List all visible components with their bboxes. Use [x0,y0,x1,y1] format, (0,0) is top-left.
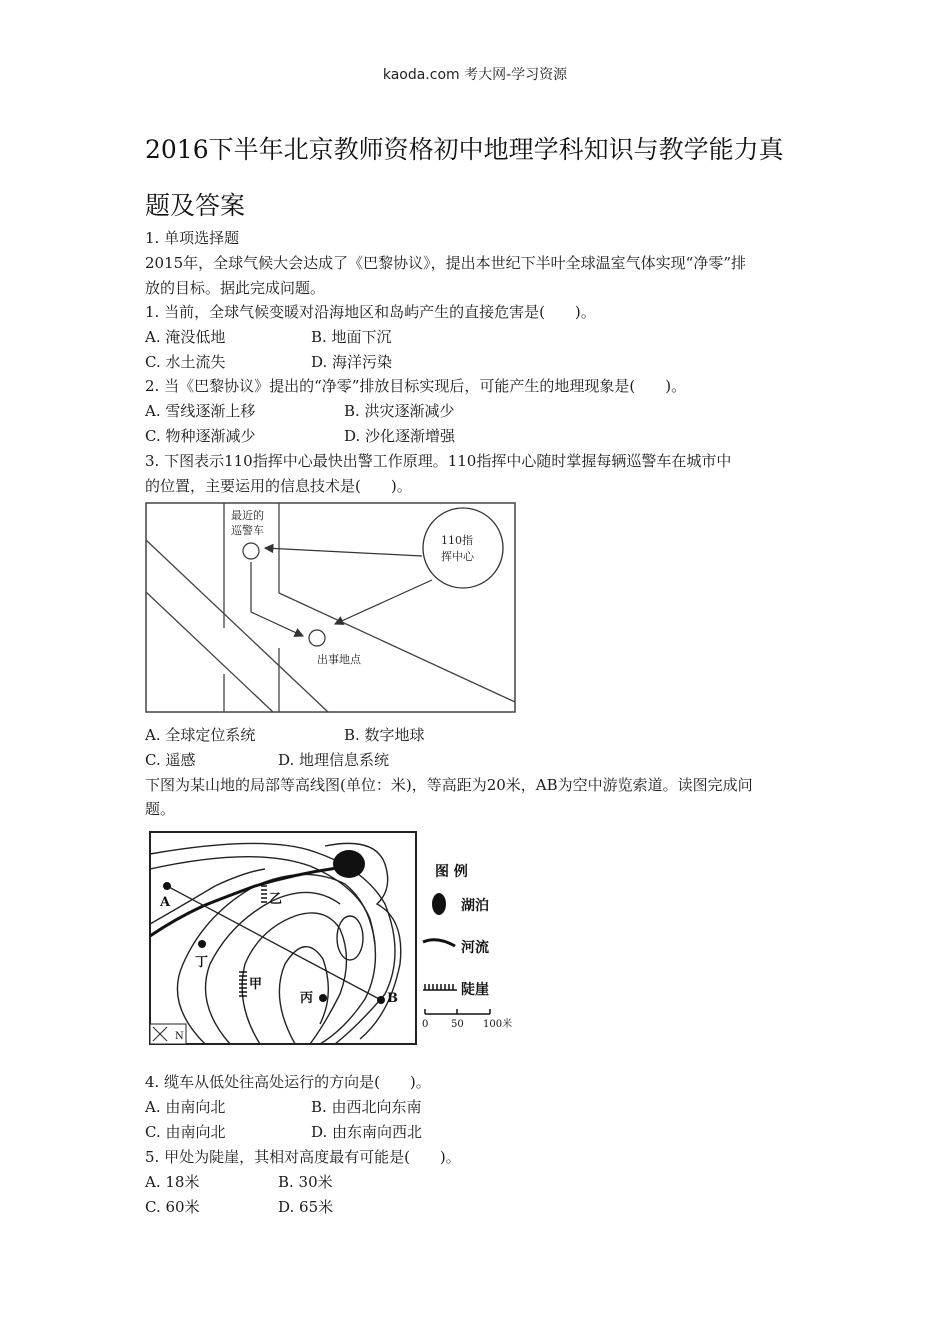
label-ding: 丁 [195,955,209,970]
title-line-1: 2016下半年北京教师资格初中地理学科知识与教学能力真 [145,135,784,164]
point-a-marker [163,882,171,890]
q5-option-d: D. 65米 [278,1198,334,1216]
legend-cliff-icon [423,984,457,990]
q2-option-d: D. 沙化逐渐增强 [344,427,456,445]
incident-label: 出事地点 [317,653,361,666]
intro-text-1: 2015年，全球气候大会达成了《巴黎协议》，提出本世纪下半叶全球温室气体实现“净零”排 [145,254,747,272]
q3-option-a: A. 全球定位系统 [145,726,256,744]
section-heading: 1. 单项选择题 [145,229,240,247]
label-a: A [160,895,171,910]
q1-option-a: A. 淹没低地 [145,328,226,346]
q4-option-a: A. 由南向北 [145,1098,226,1116]
label-b: B [387,991,398,1006]
q3-stem-2: 的位置，主要运用的信息技术是( )。 [145,477,412,495]
q5-stem: 5. 甲处为陡崖，其相对高度最有可能是( )。 [145,1148,461,1166]
scale-100: 100米 [483,1019,513,1030]
point-ding-marker [198,940,206,948]
q4-stem: 4. 缆车从低处往高处运行的方向是( )。 [145,1073,431,1091]
scale-50: 50 [451,1019,464,1030]
q4-option-d: D. 由东南向西北 [311,1123,423,1141]
lake-shape [333,850,365,878]
center-label-1: 110指 [441,534,473,547]
q1-option-c: C. 水土流失 [145,353,226,371]
q5-option-c: C. 60米 [145,1198,200,1216]
incident-marker [309,630,325,646]
q1-option-d: D. 海洋污染 [311,353,393,371]
page-header: kaoda.com 考大网-学习资源 [382,67,568,83]
q2-option-c: C. 物种逐渐减少 [145,427,256,445]
q4-option-b: B. 由西北向东南 [311,1098,422,1116]
intro-text-2: 放的目标。据此完成问题。 [145,279,326,297]
q1-option-b: B. 地面下沉 [311,328,392,346]
label-jia: 甲 [249,977,263,992]
q3-stem-1: 3. 下图表示110指挥中心最快出警工作原理。110指挥中心随时掌握每辆巡警车在城市中 [145,452,732,470]
page-title [145,122,825,234]
label-bing: 丙 [300,991,314,1006]
q5-option-a: A. 18米 [145,1173,200,1191]
q2-option-b: B. 洪灾逐渐减少 [344,402,455,420]
q3-option-c: C. 遥感 [145,751,196,769]
title-line-2: 题及答案 [145,191,246,220]
patrol-label-1: 最近的 [231,509,264,522]
q1-stem: 1. 当前，全球气候变暖对沿海地区和岛屿产生的直接危害是( )。 [145,303,596,321]
command-center-circle [423,508,503,588]
patrol-label-2: 巡警车 [231,524,264,537]
contour-map-figure [145,824,525,1046]
q3-option-b: B. 数字地球 [344,726,425,744]
point-bing-marker [319,994,327,1002]
legend-river-label: 河流 [461,940,489,956]
intro3-text-2: 题。 [145,800,176,818]
legend-river-icon [423,940,455,946]
police-dispatch-figure [145,502,517,714]
q3-option-d: D. 地理信息系统 [278,751,390,769]
q2-stem: 2. 当《巴黎协议》提出的“净零”排放目标实现后，可能产生的地理现象是( )。 [145,377,687,395]
legend-lake-icon [432,893,446,915]
q4-option-c: C. 由南向北 [145,1123,226,1141]
point-b-marker [377,996,385,1004]
scale-0: 0 [422,1019,429,1030]
patrol-car-marker [243,543,259,559]
north-label: N [175,1031,184,1042]
q5-option-b: B. 30米 [278,1173,333,1191]
legend-cliff-label: 陡崖 [461,982,489,998]
intro3-text-1: 下图为某山地的局部等高线图(单位：米)，等高距为20米，AB为空中游览索道。读图完成问 [145,776,753,794]
label-yi: 乙 [269,892,283,907]
legend-lake-label: 湖泊 [461,898,489,914]
legend-title: 图 例 [435,864,468,880]
center-label-2: 挥中心 [441,550,474,563]
q2-option-a: A. 雪线逐渐上移 [145,402,256,420]
cliff-jia [239,972,247,996]
